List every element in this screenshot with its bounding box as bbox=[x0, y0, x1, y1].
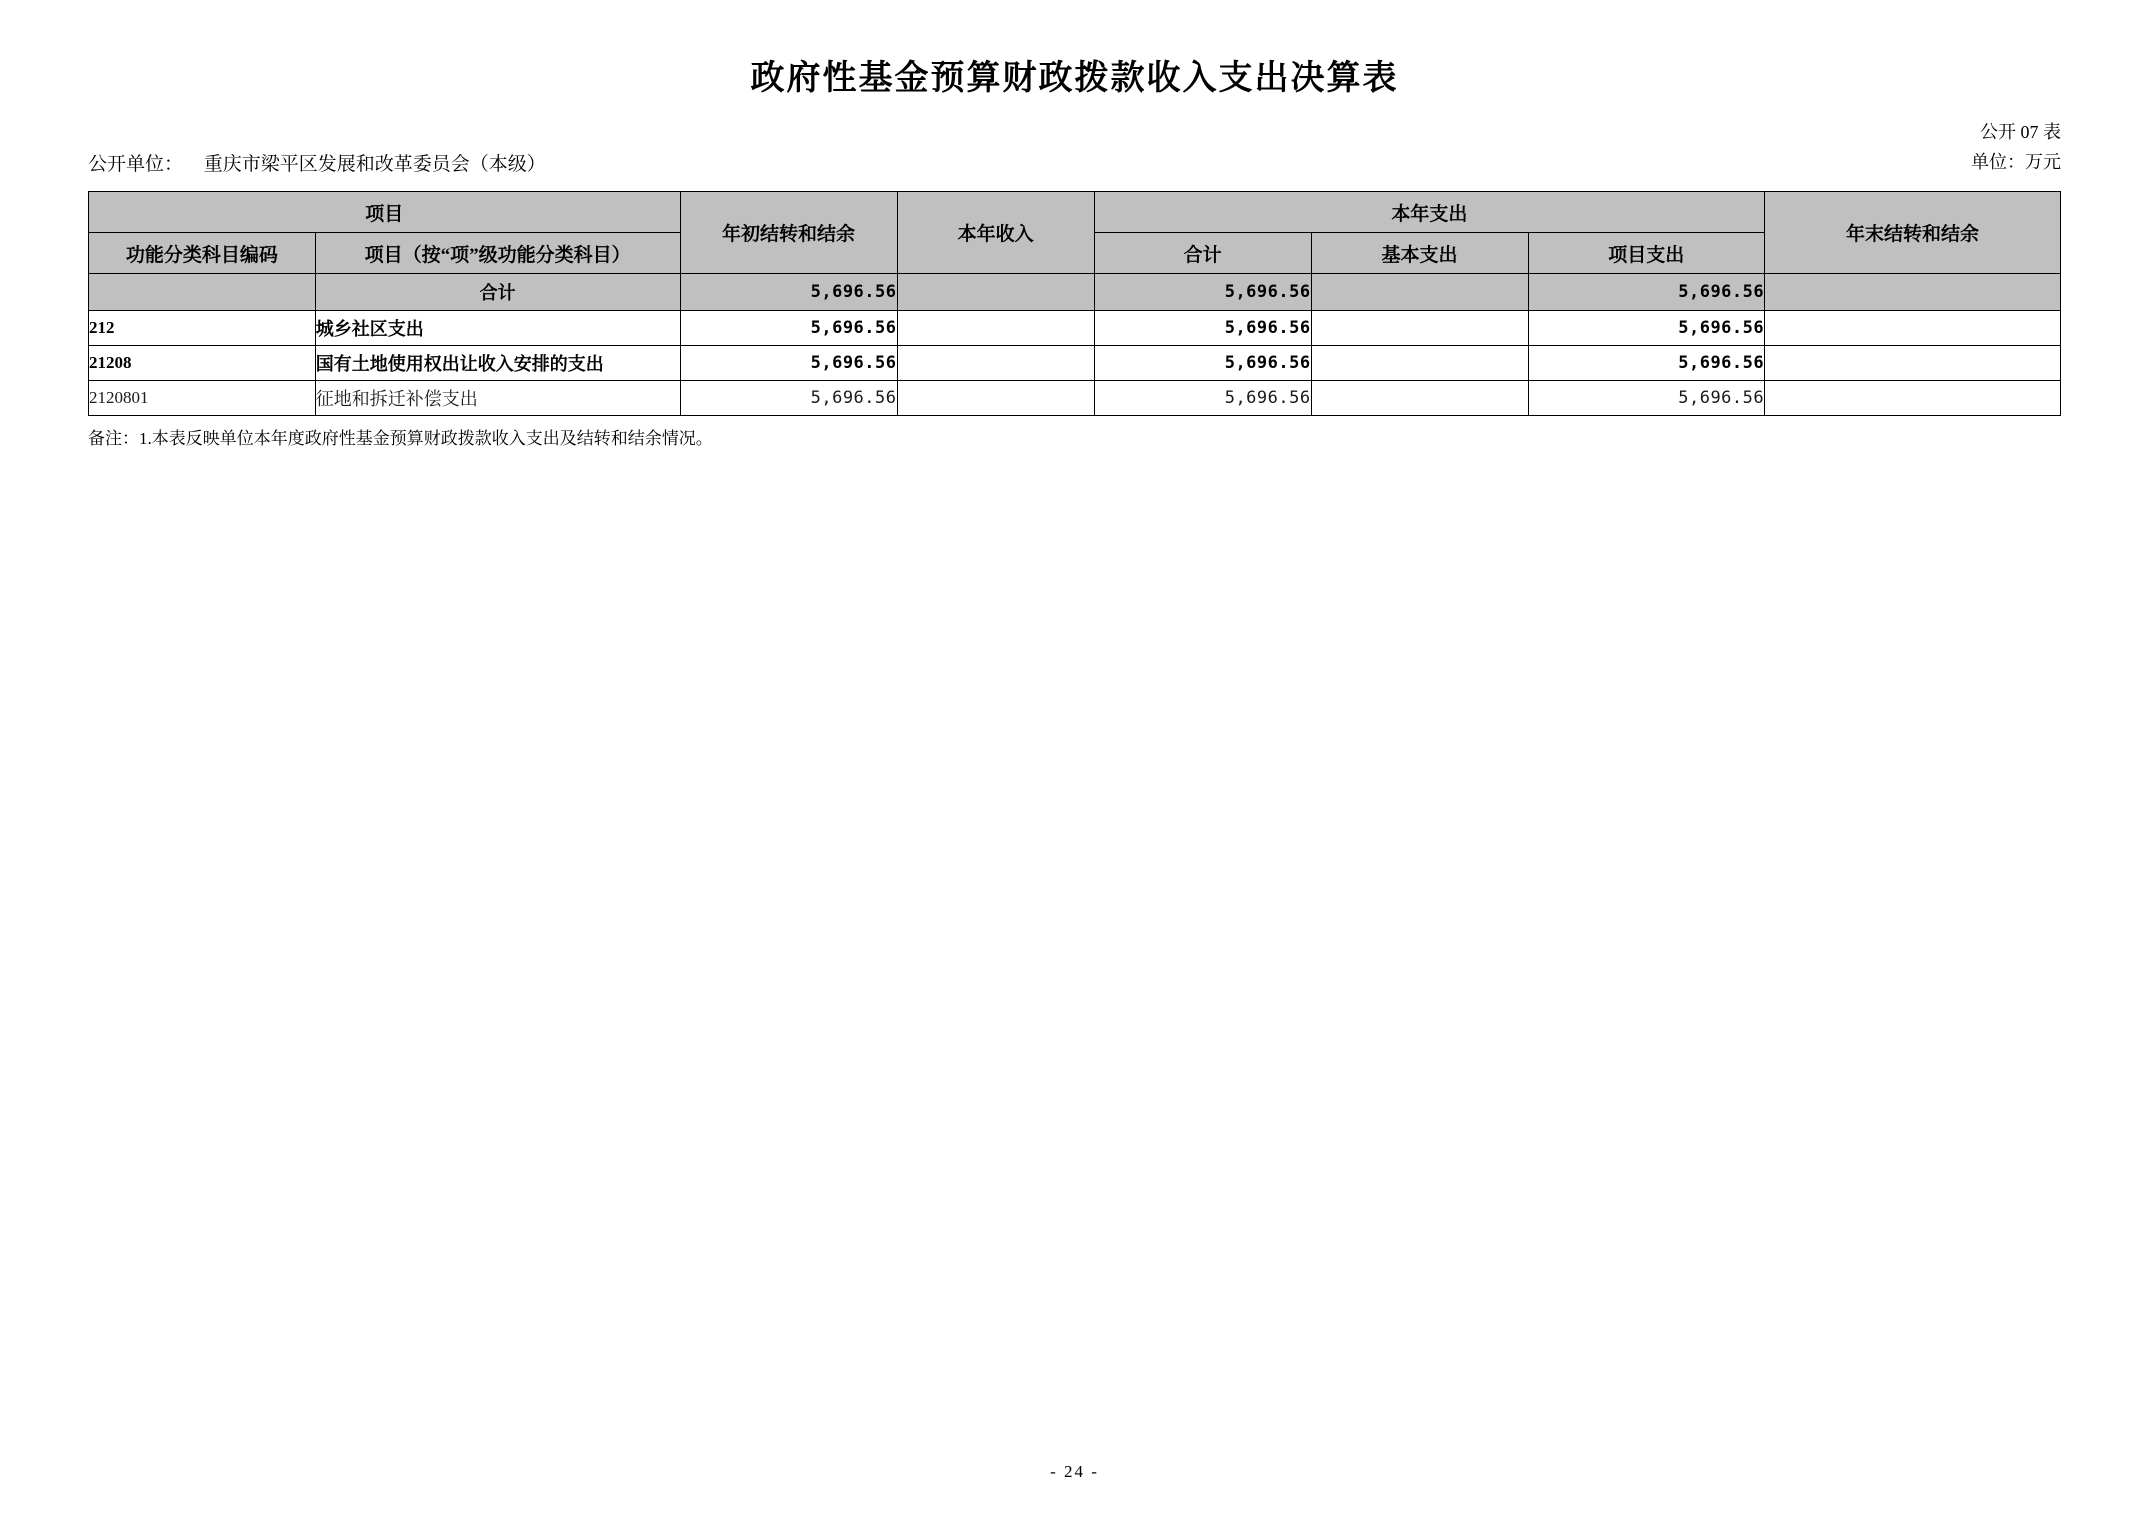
cell-start-balance: 5,696.56 bbox=[680, 274, 897, 311]
table-row bbox=[89, 381, 2061, 416]
header-year-expense-group: 本年支出 bbox=[1094, 192, 1764, 233]
cell-end-balance bbox=[1765, 346, 2061, 381]
budget-table bbox=[88, 191, 2061, 416]
page-title: 政府性基金预算财政拨款收入支出决算表 bbox=[750, 58, 1399, 98]
header-year-income: 本年收入 bbox=[897, 192, 1094, 274]
header-project-group: 项目 bbox=[89, 192, 681, 233]
cell-basic-expense bbox=[1311, 381, 1528, 416]
header-basic-expense: 基本支出 bbox=[1311, 233, 1528, 274]
cell-name: 合计 bbox=[315, 274, 680, 311]
table-row bbox=[89, 346, 2061, 381]
table-header-row-1 bbox=[89, 192, 2061, 233]
cell-income bbox=[897, 381, 1094, 416]
cell-expense-total: 5,696.56 bbox=[1094, 311, 1311, 346]
cell-project-expense: 5,696.56 bbox=[1528, 311, 1765, 346]
cell-name: 国有土地使用权出让收入安排的支出 bbox=[315, 346, 680, 381]
table-row bbox=[89, 274, 2061, 311]
document-meta bbox=[88, 122, 2061, 191]
cell-basic-expense bbox=[1311, 274, 1528, 311]
cell-end-balance bbox=[1765, 274, 2061, 311]
cell-project-expense: 5,696.56 bbox=[1528, 346, 1765, 381]
cell-expense-total: 5,696.56 bbox=[1094, 346, 1311, 381]
cell-project-expense: 5,696.56 bbox=[1528, 274, 1765, 311]
cell-name: 征地和拆迁补偿支出 bbox=[315, 381, 680, 416]
cell-code: 21208 bbox=[89, 346, 316, 381]
header-year-start-balance: 年初结转和结余 bbox=[680, 192, 897, 274]
cell-project-expense: 5,696.56 bbox=[1528, 381, 1765, 416]
page-number: - 24 - bbox=[1050, 1462, 1099, 1481]
publisher-line bbox=[88, 149, 546, 176]
header-year-end-balance: 年末结转和结余 bbox=[1765, 192, 2061, 274]
cell-end-balance bbox=[1765, 381, 2061, 416]
header-project-name: 项目（按“项”级功能分类科目） bbox=[315, 233, 680, 274]
cell-code: 212 bbox=[89, 311, 316, 346]
cell-basic-expense bbox=[1311, 346, 1528, 381]
cell-start-balance: 5,696.56 bbox=[680, 381, 897, 416]
cell-code bbox=[89, 274, 316, 311]
publisher-value: 重庆市梁平区发展和改革委员会（本级） bbox=[203, 154, 546, 175]
publisher-label: 公开单位： bbox=[88, 154, 184, 175]
cell-start-balance: 5,696.56 bbox=[680, 311, 897, 346]
cell-income bbox=[897, 311, 1094, 346]
cell-basic-expense bbox=[1311, 311, 1528, 346]
amount-unit: 单位：万元 bbox=[1971, 152, 2061, 172]
cell-code: 2120801 bbox=[89, 381, 316, 416]
form-number: 公开 07 表 bbox=[1980, 122, 2061, 142]
form-meta bbox=[1971, 117, 2061, 177]
cell-income bbox=[897, 346, 1094, 381]
cell-expense-total: 5,696.56 bbox=[1094, 381, 1311, 416]
cell-income bbox=[897, 274, 1094, 311]
cell-start-balance: 5,696.56 bbox=[680, 346, 897, 381]
cell-expense-total: 5,696.56 bbox=[1094, 274, 1311, 311]
table-body bbox=[89, 274, 2061, 416]
cell-name: 城乡社区支出 bbox=[315, 311, 680, 346]
table-row bbox=[89, 311, 2061, 346]
header-project-expense: 项目支出 bbox=[1528, 233, 1765, 274]
header-function-code: 功能分类科目编码 bbox=[89, 233, 316, 274]
cell-end-balance bbox=[1765, 311, 2061, 346]
table-footnote: 备注：1.本表反映单位本年度政府性基金预算财政拨款收入支出及结转和结余情况。 bbox=[88, 429, 713, 448]
header-expense-total: 合计 bbox=[1094, 233, 1311, 274]
